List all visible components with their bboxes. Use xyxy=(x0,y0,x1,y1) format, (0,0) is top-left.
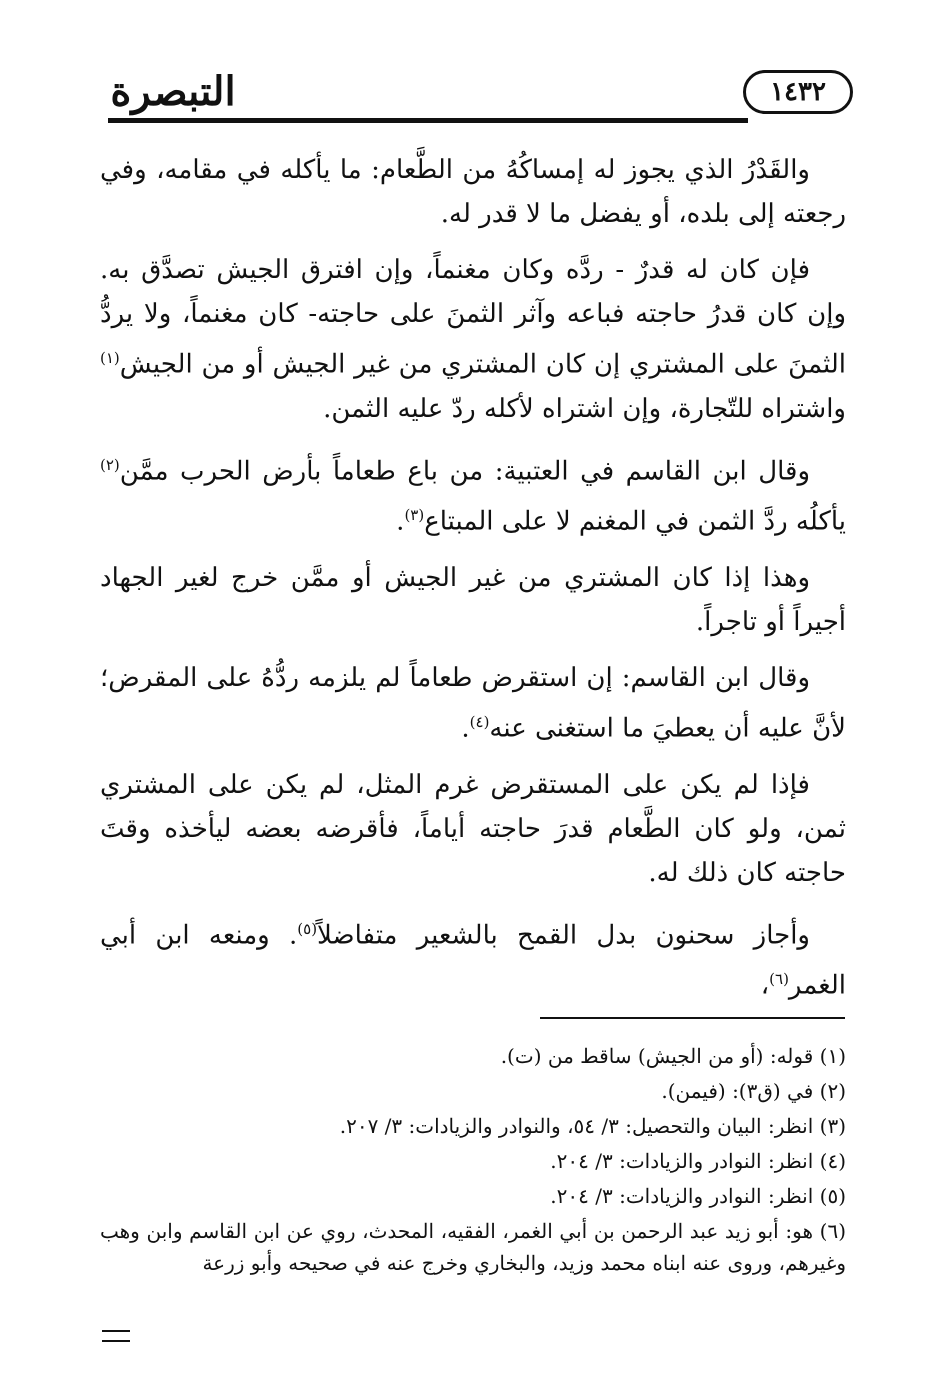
paragraph-text: وقال ابن القاسم في العتبية: من باع طعاماً بأرض الحرب ممَّن xyxy=(119,456,810,487)
paragraph-text: والقَدْرُ الذي يجوز له إمساكُهُ من الطَّعام: ما يأكله في مقامه، وفي رجعته إلى بلده، أو يفضل ما لا قدر له. xyxy=(100,155,846,229)
paragraph-text: . xyxy=(461,713,470,744)
paragraph xyxy=(100,763,846,895)
continuation-mark xyxy=(102,1330,130,1342)
paragraph-text: وأجاز سحنون بدل القمح بالشعير متفاضلاً xyxy=(317,920,810,951)
footnote: (٤) انظر: النوادر والزيادات: ٣/ ٢٠٤. xyxy=(550,1149,846,1173)
main-text xyxy=(100,148,846,1020)
paragraph-text: فإذا لم يكن على المستقرض غرم المثل، لم يكن على المشتري ثمن، ولو كان الطَّعام قدرَ حاجته أياماً، فأقرضه بعضه ليأخذه وقتَ حاجته كان ذلك له. xyxy=(100,769,846,888)
footnote: (٦) هو: أبو زيد عبد الرحمن بن أبي الغمر، الفقيه، المحدث، روي عن ابن القاسم وابن وهب وغيرهم، وروى عنه ابناه محمد وزيد، والبخاري وخرج عنه في صحيحه وأبو زرعة xyxy=(100,1219,846,1275)
page-header xyxy=(108,62,853,132)
footnote: (١) قوله: (أو من الجيش) ساقط من (ت). xyxy=(500,1044,846,1068)
footnote-ref: (٤) xyxy=(469,712,490,731)
page-number: ١٤٣٢ xyxy=(743,70,853,114)
paragraph-text: ، xyxy=(760,970,770,1001)
paragraph-text: يأكلُه ردَّ الثمن في المغنم لا على المبتاع xyxy=(424,506,846,537)
paragraph xyxy=(100,248,846,431)
paragraph-text: وقال ابن القاسم: إن استقرض طعاماً لم يلزمه ردُّهُ على المقرض؛ لأنَّ عليه أن يعطيَ ما استغنى عنه xyxy=(100,662,846,744)
paragraph-text: واشتراه للتّجارة، وإن اشتراه لأكله ردّ عليه الثمن. xyxy=(323,393,846,424)
paragraph xyxy=(100,556,846,644)
footnotes xyxy=(100,1040,846,1282)
footnote-ref: (٢) xyxy=(100,455,120,474)
footnote-ref: (٦) xyxy=(769,970,789,989)
footnote: (٥) انظر: النوادر والزيادات: ٣/ ٢٠٤. xyxy=(550,1184,846,1208)
footnote-divider xyxy=(540,1017,845,1019)
paragraph xyxy=(100,656,846,751)
header-rule xyxy=(108,118,748,123)
paragraph-text: فإن كان له قدرٌ - ردَّه وكان مغنماً، وإن افترق الجيش تصدَّق به. وإن كان قدرُ حاجته فباعه وآثر الثمنَ على حاجته- كان مغنماً، ولا يردُّ الثمنَ على المشتري إن كان المشتري من غير الجيش أو من الجيش xyxy=(100,255,846,380)
paragraph-text: . ومنعه ابن أبي الغمر xyxy=(100,920,846,1001)
paragraph xyxy=(100,443,846,544)
footnote-ref: (٣) xyxy=(404,506,425,525)
paragraph xyxy=(100,907,846,1008)
paragraph-text: وهذا إذا كان المشتري من غير الجيش أو ممَّن خرج لغير الجهاد أجيراً أو تاجراً. xyxy=(100,562,846,637)
paragraph-text: . xyxy=(396,506,405,537)
footnote-ref: (١) xyxy=(100,349,120,367)
footnote: (٢) في (ق٣): (فيمن). xyxy=(661,1079,846,1103)
book-title: التبصرة xyxy=(110,68,236,115)
footnote-ref: (٥) xyxy=(297,919,318,938)
paragraph xyxy=(100,148,846,236)
footnote: (٣) انظر: البيان والتحصيل: ٣/ ٥٤، والنوادر والزيادات: ٣/ ٢٠٧. xyxy=(339,1114,846,1138)
